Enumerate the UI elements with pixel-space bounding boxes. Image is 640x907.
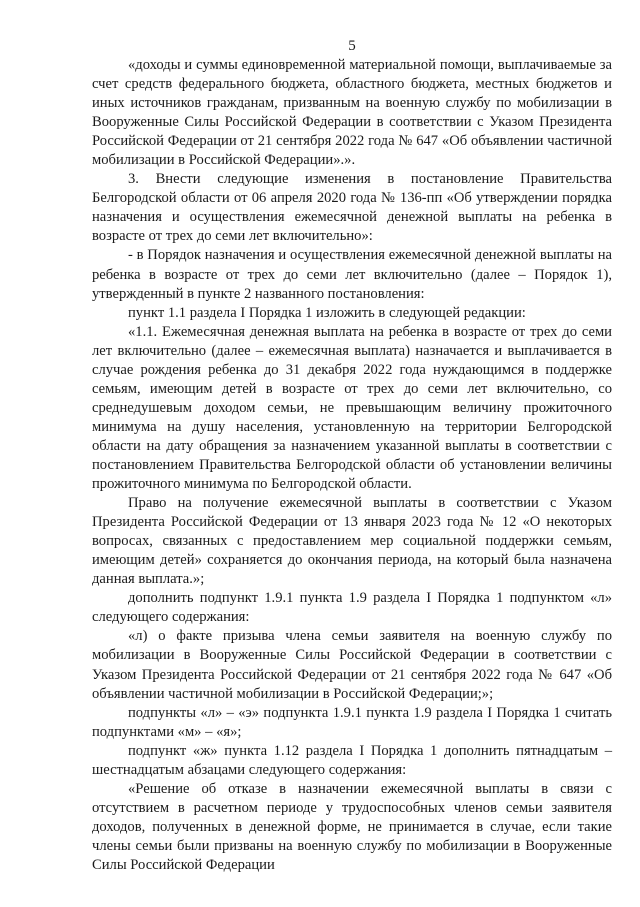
paragraph-11: «Решение об отказе в назначении ежемесячной выплаты в связи с отсутствием в расчетном периоде у трудоспособных членов семьи заявителя доходов, полученных в денежной форме, не принимается в случае, если такие члены семьи были призваны на военную службу по мобилизации в Вооруженные Силы Российской Федерации [92,780,612,873]
paragraph-8: «л) о факте призыва члена семьи заявителя на военную службу по мобилизации в Вооруженные Силы Российской Федерации в соответствии с Указом Президента Российской Федерации от 21 сентября 2022 года № 647 «Об объявлении частичной мобилизации в Российской Федерации;»; [92,628,612,702]
paragraph-5: «1.1. Ежемесячная денежная выплата на ребенка в возрасте от трех до семи лет включительно (далее – ежемесячная выплата) назначается и выплачивается в случае рождения ребенка до 31 декабря 2022 года нуждающимся в поддержке семьям, имеющим детей в возрасте от трех до семи лет включительно, со среднедушевым доходом семьи, не превышающим величину прожиточного минимума на душу населения, установленную на территории Белгородской области на дату обращения за назначением указанной выплаты в соответствии с постановлением Правительства Белгородской области об установлении величины прожиточного минимума по Белгородской области. [92,323,612,493]
paragraph-4: пункт 1.1 раздела I Порядка 1 изложить в следующей редакции: [128,304,526,321]
paragraph-6: Право на получение ежемесячной выплаты в соответствии с Указом Президента Российской Федерации от 13 января 2023 года № 12 «О некоторых вопросах, связанных с предоставлением мер социальной поддержки семьям, имеющим детей» сохраняется до окончания периода, на который была назначена данная выплата.»; [92,495,612,588]
paragraph-1: «доходы и суммы единовременной материальной помощи, выплачиваемые за счет средств федерального бюджета, областного бюджета, местных бюджетов и иных источников гражданам, призванным на военную службу по мобилизации в Вооруженные Силы Российской Федерации в соответствии с Указом Президента Российской Федерации от 21 сентября 2022 года № 647 «Об объявлении частичной мобилизации в Российской Федерации».». [92,57,612,169]
page-number: 5 [348,38,356,54]
paragraph-10: подпункт «ж» пункта 1.12 раздела I Порядка 1 дополнить пятнадцатым – шестнадцатым абзацами следующего содержания: [92,742,612,778]
paragraph-7: дополнить подпункт 1.9.1 пункта 1.9 раздела I Порядка 1 подпунктом «л» следующего содержания: [92,590,612,626]
paragraph-3: - в Порядок назначения и осуществления ежемесячной денежной выплаты на ребенка в возрасте от трех до семи лет включительно (далее – Порядок 1), утвержденный в пункте 2 названного постановления: [92,247,612,302]
paragraph-9: подпункты «л» – «э» подпункта 1.9.1 пункта 1.9 раздела I Порядка 1 считать подпунктами «м» – «я»; [92,704,612,740]
paragraph-2: 3. Внести следующие изменения в постановление Правительства Белгородской области от 06 апреля 2020 года № 136-пп «Об утверждении порядка назначения и осуществления ежемесячной денежной выплаты на ребенка в возрасте от трех до семи лет включительно»: [92,171,612,245]
